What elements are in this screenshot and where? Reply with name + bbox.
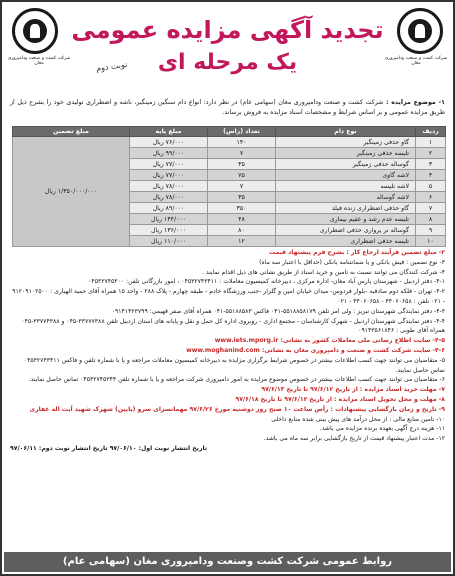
cell-no: ۴ — [416, 170, 446, 181]
cell-price: ۷۷/۰۰۰ ریال — [130, 170, 208, 181]
cell-count: ۷ — [208, 181, 276, 192]
col-header-price: مبلغ پایه — [130, 127, 208, 137]
cell-count: ۱۲ — [208, 236, 276, 247]
logo-caption-right: شرکت کشت و صنعت ودامپروری مغان — [384, 56, 448, 66]
p4-5[interactable]: ۴-۵- سایت اطلاع رسانی ملی معاملات کشور به نشانی: www.iets.mporg.ir — [214, 337, 445, 345]
cell-name: تلیسه عدم رشد و عقیم بیماری — [276, 214, 416, 225]
col-header-deposit: مبلغ تضمین — [13, 127, 130, 137]
turn-label: نوبت دوم — [95, 59, 128, 74]
publish-dates: تاریخ انتشار نوبت اول: ۹۷/۰۶/۱۰ تاریخ انتشار نوبت دوم: ۹۷/۰۶/۱۱ — [10, 444, 208, 452]
cell-name: گوساله نر پرواری حذفی اضطراری — [276, 225, 416, 236]
logo-caption-left: شرکت کشت و صنعت ودامپروری مغان — [7, 56, 71, 66]
cell-no: ۵ — [416, 181, 446, 192]
header — [4, 4, 451, 96]
cell-name: گوساله حذفی زمینگیر — [276, 159, 416, 170]
cell-name: تلیسه حذفی زمینگیر — [276, 148, 416, 159]
cell-count: ۱۴۰ — [208, 137, 276, 148]
items-table — [12, 126, 446, 247]
cell-price: ۷۷/۰۰۰ ریال — [130, 159, 208, 170]
p4-4: ۴-۴- دفتر نمایندگی شهرستان اردبیل - شهرک کارشناسان - مجتمع اداری - روبروی اداره کل حمل و نقل و پایانه های استان اردبیل تلفن ۳۳۷۷۷۳۸۸-۰۴۵ و ۳۳۷۷۴۳۸۸-۰۴۵ همراه آقای طوبی : ۰۹۱۴۳۵۶۱۸۴۶ — [21, 317, 445, 335]
cell-no: ۸ — [416, 214, 446, 225]
notice-body — [10, 248, 445, 454]
cell-no: ۲ — [416, 148, 446, 159]
cell-price: ۷۸/۰۰۰ ریال — [130, 181, 208, 192]
p2: ۲- مبلغ تضمین فرآیند ارجاع کار : بشرح فرم پیشنهاد قیمت — [269, 249, 445, 256]
cell-deposit: ۱/۳۵۰/۰۰۰/۰۰۰ ریال — [13, 137, 130, 247]
p12: ۱۲- مدت اعتبار پیشنهاد قیمت از تاریخ بازگشایی برابر سه ماه می باشد. — [263, 435, 445, 443]
cell-price: ۹۹/۰۰۰ ریال — [130, 148, 208, 159]
cell-no: ۱ — [416, 137, 446, 148]
cell-price: ۸۹/۰۰۰ ریال — [130, 203, 208, 214]
p10: ۱۰- تامین منابع مالی : از محل درآمد های پیش بینی شده منابع داخلی — [271, 415, 445, 423]
p4-2: ۴-۲- تهران - فلکه دوم صادقیه -بلوار فردوس- میدان خیابان امین و گلزار -جنب ورزشگاه خادم - طبقه چهارم - پلاک ۲۸۸ - واحد ۱۵ همراه آقای حمید الهیاری : ۹۱۲۰۹۱۰۲۵۰۰ - ۰۲۱ تلفن : ۴۴۰۶۰۶۵۸ - ۴۴۰۶۰۶۵۸ - ۰۲۱ — [12, 288, 445, 305]
cell-count: ۸۰ — [208, 225, 276, 236]
cell-count: ۷۵ — [208, 170, 276, 181]
table-row — [13, 137, 446, 148]
cell-price: ۷۸/۰۰۰ ریال — [130, 192, 208, 203]
cell-name: گاو حذفی زمینگیر — [276, 137, 416, 148]
p4-6[interactable]: ۴-۶- سایت شرکت کشت و صنعت و دامپروری مغان به نشانی: www.moghanind.com — [186, 346, 445, 354]
p7: ۷- مهلت خرید اسناد مزایده : از تاریخ ۹۷/۶/۱۲ تا تاریخ ۹۷/۶/۱۳ — [261, 386, 445, 394]
p4-1: ۴-۱- دفتر اردبیل - شهرستان پارس آباد مغان- اداره مرکزی ، دبیرخانه کمیسیون معاملات : ۰۴۵۳۲۷۴۳۴۱۱ ، امور بازرگانی تلفن: ۰۴۵۳۲۷۴۵۳۰۰ — [88, 278, 445, 286]
cell-count: ۳۵۰ — [208, 203, 276, 214]
title-line2: یک مرحله ای — [157, 50, 298, 75]
cell-count: ۷ — [208, 148, 276, 159]
p4-3: ۴-۳- دفتر نمایندگی شهرستان تبریز : ولی امر تلفن ۵۵۱۸۸۵۸۱۷۹-۰۴۱ فاکس ۵۵۱۸۸۵۸۳-۰۴۱ همراه آقای صفر قهیمی: ۰۹۱۴۱۴۲۳۷۹۹ — [111, 307, 445, 315]
col-header-name: نوع دام — [276, 127, 416, 137]
p9: ۹- تاریخ و زمان بازگشایی پیشنهادات : رأس ساعت ۱۰ صبح روز دوشنبه مورخ ۹۷/۶/۲۶ مهمانسرای سرو (پایین) شهرک شهید آیت اله غفاری — [29, 405, 445, 413]
p5: ۵- متقاضیان می توانند جهت کسب اطلاعات بیشتر در خصوص شرایط برگزاری مزایده به دبیرخانه کمیسیون معاملات مراجعه و یا با شماره تلفن و فاکس ۰۴۵۳۲۷۴۳۴۱۱ تماس حاصل نمایند. — [23, 356, 445, 374]
cell-price: ۷۶/۰۰۰ ریال — [130, 137, 208, 148]
p4: ۴- شرکت کنندگان می توانند نسبت به تامین و خرید اسناد از طریق نشانی های ذیل اقدام نمایند . — [202, 268, 445, 276]
cell-count: ۳۵ — [208, 192, 276, 203]
cell-no: ۳ — [416, 159, 446, 170]
col-header-no: ردیف — [416, 127, 446, 137]
cell-name: گاو حذفی اضطراری زنده فیلد — [276, 203, 416, 214]
cell-name: لاشه گاوی — [276, 170, 416, 181]
cell-price: ۱۴۴/۰۰۰ ریال — [130, 214, 208, 225]
company-logo-left — [12, 8, 58, 54]
cell-price: ۱۱۰/۰۰۰ ریال — [130, 236, 208, 247]
cell-no: ۹ — [416, 225, 446, 236]
p8: ۸- مهلت و محل تحویل اسناد مزایده : از تاریخ ۹۷/۶/۱۲ تا تاریخ ۹۷/۶/۱۸ — [235, 395, 445, 403]
cell-name: لاشه تلیسه — [276, 181, 416, 192]
intro-label: ۱- موضوع مزایده : — [385, 99, 445, 106]
intro-text: شرکت کشت و صنعت ودامپروری مغان (سهامی عام) در نظر دارد: انواع دام سنگین زمینگیر، ناشه و اضطراری تولیدی خود را بشرح ذیل از طریق مزایده عمومی و بر اساس شرایط و مشخصات اسناد مزایده به فروش برساند. — [10, 99, 445, 116]
cell-count: ۳۵ — [208, 159, 276, 170]
cell-name: لاشه گوساله — [276, 192, 416, 203]
intro-paragraph — [10, 98, 445, 118]
cell-no: ۷ — [416, 203, 446, 214]
title-line1: تجدید آگهی مزایده عمومی — [71, 16, 384, 44]
cell-name: تلیسه حذفی اضطراری — [276, 236, 416, 247]
cell-no: ۶ — [416, 192, 446, 203]
col-header-count: تعداد (راس) — [208, 127, 276, 137]
cell-no: ۱۰ — [416, 236, 446, 247]
footer-banner: روابط عمومی شرکت کشت وصنعت ودامپروری مغان (سهامی عام) — [4, 552, 451, 572]
company-logo-right — [397, 8, 443, 54]
cell-price: ۱۳۶/۰۰۰ ریال — [130, 225, 208, 236]
p3: ۳- نوع تضمین : فیش بانکی و یا ضمانتنامه بانکی (حداقل با اعتبار سه ماه) — [259, 258, 445, 266]
table-body — [13, 137, 446, 247]
p11: ۱۱- هزینه درج آگهی بعهده برنده مزایده می باشد. — [319, 425, 445, 433]
p6: ۶- متقاضیان می توانند جهت کسب اطلاعات بیشتر در خصوص موضوع مزایده به امور دامپروری شرکت مراجعه و یا با شماره تلفن ۰۴۵۳۲۷۴۵۳۴۴ تماس حاصل نمایند. — [28, 376, 445, 384]
cell-count: ۴۸ — [208, 214, 276, 225]
table-header-row — [13, 127, 446, 137]
